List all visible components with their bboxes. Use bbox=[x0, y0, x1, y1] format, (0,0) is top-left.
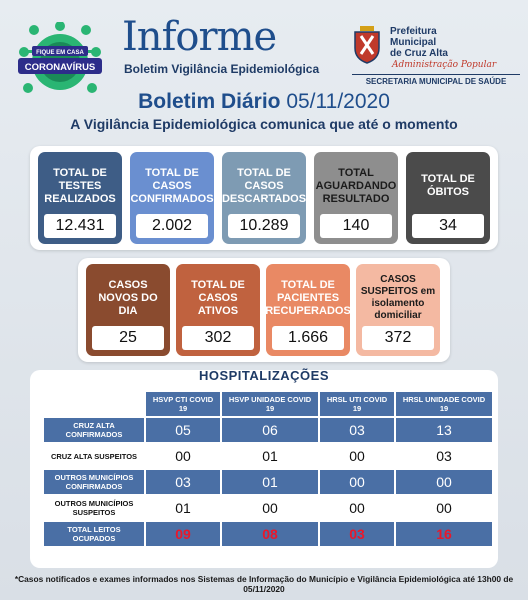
stat-value: 34 bbox=[412, 214, 484, 238]
stat-card-ativos: TOTAL DE CASOS ATIVOS 302 bbox=[176, 264, 260, 356]
row-label: CRUZ ALTA CONFIRMADOS bbox=[44, 418, 144, 442]
stat-value: 140 bbox=[320, 214, 392, 238]
table-cell: 00 bbox=[146, 444, 220, 468]
bulletin-date: 05/11/2020 bbox=[286, 90, 390, 113]
table-cell: 01 bbox=[222, 470, 318, 494]
stat-value: 12.431 bbox=[44, 214, 116, 238]
table-cell: 00 bbox=[320, 496, 394, 520]
table-cell: 08 bbox=[222, 522, 318, 546]
city-crest-icon bbox=[352, 26, 382, 64]
coronavirus-badge-icon bbox=[14, 22, 106, 100]
badge-top-text: FIQUE EM CASA bbox=[36, 50, 84, 56]
prefeitura-name: Prefeitura Municipal de Cruz Alta bbox=[390, 26, 448, 59]
table-cell: 00 bbox=[222, 496, 318, 520]
table-cell: 00 bbox=[320, 444, 394, 468]
page-title: Informe bbox=[122, 14, 277, 60]
stat-card-suspeitos: CASOS SUSPEITOS em isolamento domiciliar 372 bbox=[356, 264, 440, 356]
table-cell: 09 bbox=[146, 522, 220, 546]
table-cell: 00 bbox=[320, 470, 394, 494]
row-label: OUTROS MUNICÍPIOS SUSPEITOS bbox=[44, 496, 144, 520]
table-row-total bbox=[44, 522, 492, 546]
table-cell: 03 bbox=[320, 418, 394, 442]
prefeitura-logo bbox=[352, 26, 522, 88]
administracao-popular: Administração Popular bbox=[392, 60, 497, 70]
stat-card-novos: CASOS NOVOS DO DIA 25 bbox=[86, 264, 170, 356]
page-subtitle: Boletim Vigilância Epidemiológica bbox=[124, 62, 320, 76]
table-cell: 00 bbox=[396, 496, 492, 520]
stat-card-testes: TOTAL DE TESTES REALIZADOS 12.431 bbox=[38, 152, 122, 244]
row-label: TOTAL LEITOS OCUPADOS bbox=[44, 522, 144, 546]
stat-card-descartados: TOTAL DE CASOS DESCARTADOS 10.289 bbox=[222, 152, 306, 244]
stat-value: 10.289 bbox=[228, 214, 300, 238]
table-header-cell: HRSL UNIDADE COVID 19 bbox=[396, 392, 492, 416]
table-cell: 03 bbox=[320, 522, 394, 546]
stats-panel-main bbox=[30, 146, 498, 250]
stats-panel-secondary bbox=[78, 258, 450, 362]
hospital-title: HOSPITALIZAÇÕES bbox=[198, 368, 330, 383]
table-cell: 03 bbox=[396, 444, 492, 468]
secretaria-label: SECRETARIA MUNICIPAL DE SAÚDE bbox=[352, 74, 520, 86]
table-row bbox=[44, 444, 492, 468]
table-cell: 01 bbox=[222, 444, 318, 468]
table-header-cell: HRSL UTI COVID 19 bbox=[320, 392, 394, 416]
stat-card-aguardando: TOTAL AGUARDANDO RESULTADO 140 bbox=[314, 152, 398, 244]
announce-text: A Vigilância Epidemiológica comunica que até o momento bbox=[70, 116, 458, 132]
stat-card-recuperados: TOTAL DE PACIENTES RECUPERADOS 1.666 bbox=[266, 264, 350, 356]
stat-value: 25 bbox=[92, 326, 164, 350]
table-cell: 01 bbox=[146, 496, 220, 520]
table-cell: 05 bbox=[146, 418, 220, 442]
table-cell: 06 bbox=[222, 418, 318, 442]
table-header-cell: HSVP UNIDADE COVID 19 bbox=[222, 392, 318, 416]
stat-value: 372 bbox=[362, 326, 434, 350]
table-cell: 00 bbox=[396, 470, 492, 494]
badge-main-text: CORONAVÍRUS bbox=[24, 62, 96, 73]
row-label: OUTROS MUNICÍPIOS CONFIRMADOS bbox=[44, 470, 144, 494]
table-cell: 03 bbox=[146, 470, 220, 494]
footnote: *Casos notificados e exames informados nos Sistemas de Informação do Município e Vigilância Epidemiológica até 13h00 de 05/11/2020 bbox=[14, 574, 514, 594]
row-label: CRUZ ALTA SUSPEITOS bbox=[44, 444, 144, 468]
stat-value: 2.002 bbox=[136, 214, 208, 238]
hospital-table bbox=[42, 390, 494, 548]
stat-card-obitos: TOTAL DE ÓBITOS 34 bbox=[406, 152, 490, 244]
stat-value: 302 bbox=[182, 326, 254, 350]
table-row bbox=[44, 418, 492, 442]
table-header-blank bbox=[44, 392, 144, 416]
bulletin-heading: Boletim Diário 05/11/2020 bbox=[138, 90, 390, 113]
table-cell: 16 bbox=[396, 522, 492, 546]
table-header-cell: HSVP CTI COVID 19 bbox=[146, 392, 220, 416]
table-cell: 13 bbox=[396, 418, 492, 442]
table-row bbox=[44, 470, 492, 494]
table-header-row bbox=[44, 392, 492, 416]
stat-value: 1.666 bbox=[272, 326, 344, 350]
stat-card-confirmados: TOTAL DE CASOS CONFIRMADOS 2.002 bbox=[130, 152, 214, 244]
table-row bbox=[44, 496, 492, 520]
